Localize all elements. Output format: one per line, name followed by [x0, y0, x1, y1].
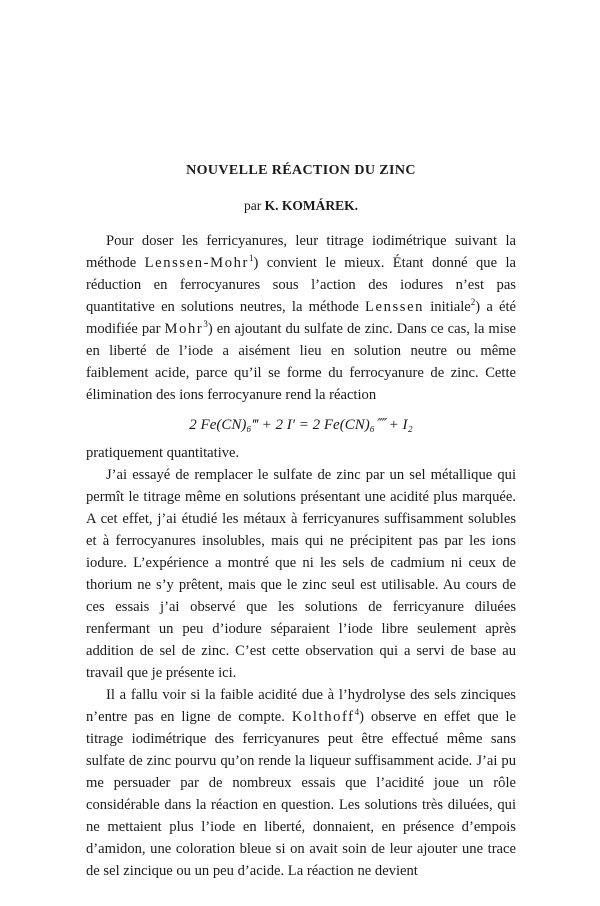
paragraph-2: J’ai essayé de remplacer le sulfate de zinc par un sel métallique qui permît le titrage même en solutions présentant une acidité plus marquée. A cet effet, j’ai étudié les métaux à ferricyanures suffisamment solubles et à ferrocyanures insolubles, mais qui ne précipitent pas par les ions iodure. L’expérience a montré que ni les sels de cadmium ni ceux de thorium ne s’y prêtent, mais que le zinc seul est utilisable. Au cours de ces essais j’ai observé que les solutions de ferricyanure diluées renfermant un peu d’iodure séparaient l’iode libre seulement après addition de sel de zinc. C’est cette observation qui a servi de base au travail que je présente ici. [86, 467, 516, 681]
paragraph-1-text-a: Pour doser les ferricyanures, leur titrage iodimétrique suivant la méthode [86, 233, 516, 271]
paragraph-1-continuation: pratiquement quantitative. [86, 445, 240, 461]
footnote-ref-3: 3 [203, 319, 208, 330]
author-name: K. KOMÁREK. [264, 198, 358, 213]
paragraph-1-text-e: ) en ajoutant du sulfate de zinc. Dans ce cas, la mise en liberté de l’iode a aisément lieu en solution neutre ou même faiblement acide, parce qu’il se forme du ferrocyanure de zinc. Cette élimination des ions ferrocyanure rend la réaction [86, 321, 516, 403]
paragraph-3 [86, 684, 516, 882]
paragraph-1-text-c: initiale [424, 299, 471, 315]
footnote-ref-2: 2 [470, 297, 476, 308]
article-body [86, 230, 516, 882]
paragraph-1-text-b: ) convient le mieux. Étant donné que la réduction en ferrocyanures sous l’action des iodures n’est pas quantitative en solutions neutres, la méthode [86, 255, 516, 315]
paragraph-3-text-b: ) observe en effet que le titrage iodimétrique des ferricyanures peut être effectué même sans sulfate de zinc pourvu qu’on rende la liqueur suffisamment acide. J’ai pu me persuader par de nombreux essais que l’acidité joue un rôle considérable dans la réaction en question. Les solutions très diluées, qui ne mettaient plus l’iode en liberté, donnaient, en présence d’empois d’amidon, une coloration bleue si on avait soin de leur ajouter une trace de sel zincique ou un peu d’acide. La réaction ne devient [86, 709, 516, 879]
footnote-ref-1: 1 [248, 253, 254, 264]
paragraph-1 [86, 230, 516, 406]
name-lenssen-mohr: Lenssen-Mohr [144, 255, 249, 271]
footnote-ref-4: 4 [354, 707, 360, 718]
document-page [86, 0, 516, 906]
reaction-equation: 2 Fe(CN)₆‴ + 2 I′ = 2 Fe(CN)₆⁗ + I₂ [189, 417, 413, 433]
article-title: NOUVELLE RÉACTION DU ZINC [186, 163, 416, 178]
author-prefix: par [244, 198, 262, 213]
name-kolthoff: Kolthoff [291, 709, 355, 725]
name-lenssen: Lenssen [365, 299, 425, 315]
paragraph-1-text-d: ) a été modifiée par [86, 299, 516, 337]
paragraph-3-text-a: Il a fallu voir si la faible acidité due à l’hydrolyse des sels zinciques n’entre pas en ligne de compte. [86, 687, 516, 725]
author-line [86, 198, 516, 214]
name-mohr: Mohr [164, 321, 204, 337]
